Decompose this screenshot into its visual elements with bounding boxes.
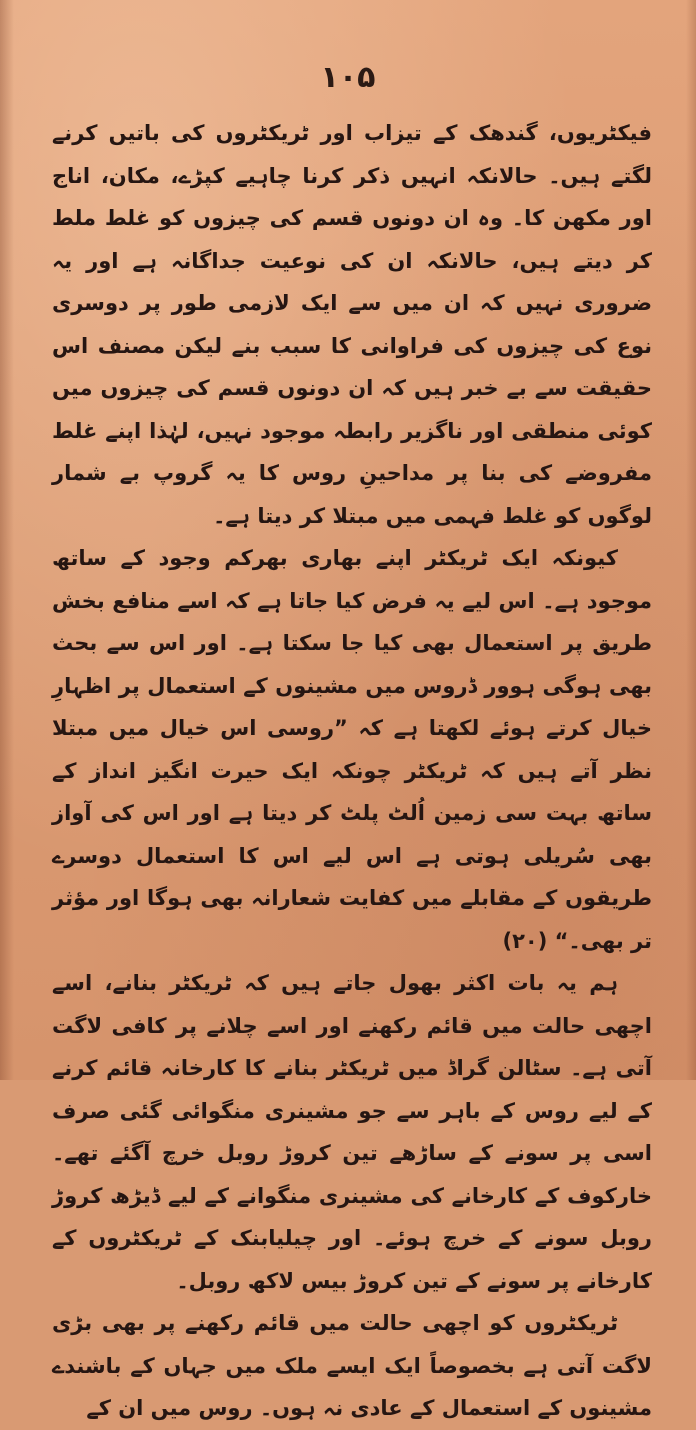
page-shadow-right bbox=[686, 0, 696, 1080]
page-shadow-left bbox=[0, 0, 14, 1080]
paragraph-2-text: کیونکہ ایک ٹریکٹر اپنے بھاری بھرکم وجود کے ساتھ موجود ہے۔ اس لیے یہ فرض کیا جاتا ہے کہ اسے منافع بخش طریق پر استعمال بھی کیا جا سکتا ہے۔ اور اس سے بحث بھی ہوگی ہوور ڈروس میں مشینوں کے استعمال پر اظہارِ خیال کرتے ہوئے لکھتا ہے کہ ”روسی اس خیال میں مبتلا نظر آتے ہیں کہ ٹریکٹر چونکہ ایک حیرت انگیز انداز کے ساتھ بہت سی زمین اُلٹ پلٹ کر دیتا ہے اور اس کی آواز بھی سُریلی ہوتی ہے اس لیے اس کا استعمال دوسرے طریقوں کے مقابلے میں کفایت شعارانہ بھی ہوگا اور مؤثر تر بھی۔“ bbox=[52, 546, 652, 953]
page-body bbox=[52, 112, 652, 1430]
citation-marker: (۲۰) bbox=[502, 928, 548, 953]
paragraph-2 bbox=[52, 537, 652, 962]
page-number: ۱۰۵ bbox=[320, 60, 376, 95]
paragraph-4: ٹریکٹروں کو اچھی حالت میں قائم رکھنے پر بھی بڑی لاگت آتی ہے بخصوصاً ایک ایسے ملک میں جہاں کے باشندے مشینوں کے استعمال کے عادی نہ ہوں۔ روس میں ان کے bbox=[52, 1311, 652, 1420]
paragraph-1: فیکٹریوں، گندھک کے تیزاب اور ٹریکٹروں کی باتیں کرنے لگتے ہیں۔ حالانکہ انہیں ذکر کرنا چاہیے کپڑے، مکان، اناج اور مکھن کا۔ وہ ان دونوں قسم کی چیزوں کو غلط ملط کر دیتے ہیں، حالانکہ ان کی نوعیت جداگانہ ہے اور یہ ضروری نہیں کہ ان میں سے ایک لازمی طور پر دوسری نوع کی چیزوں کی فراوانی کا سبب بنے لیکن مصنف اس حقیقت سے بے خبر ہیں کہ ان دونوں قسم کی چیزوں میں کوئی منطقی اور ناگزیر رابطہ موجود نہیں، لہٰذا اپنے غلط مفروضے کی بنا پر مداحینِ روس کا یہ گروپ بے شمار لوگوں کو غلط فہمی میں مبتلا کر دیتا ہے۔ bbox=[52, 121, 652, 528]
paragraph-3: ہم یہ بات اکثر بھول جاتے ہیں کہ ٹریکٹر بنانے، اسے اچھی حالت میں قائم رکھنے اور اسے چلانے پر کافی لاگت آتی ہے۔ سٹالن گراڈ میں ٹریکٹر بنانے کا کارخانہ قائم کرنے کے لیے روس کے باہر سے جو مشینری منگوائی گئی صرف اسی پر سونے کے ساڑھے تین کروڑ روبل خرچ آگئے تھے۔ خارکوف کے کارخانے کی مشینری منگوانے کے لیے ڈیڑھ کروڑ روبل سونے کے خرچ ہوئے۔ اور چیلیابنک کے ٹریکٹروں کے کارخانے پر سونے کے تین کروڑ بیس لاکھ روبل۔ bbox=[52, 971, 652, 1293]
